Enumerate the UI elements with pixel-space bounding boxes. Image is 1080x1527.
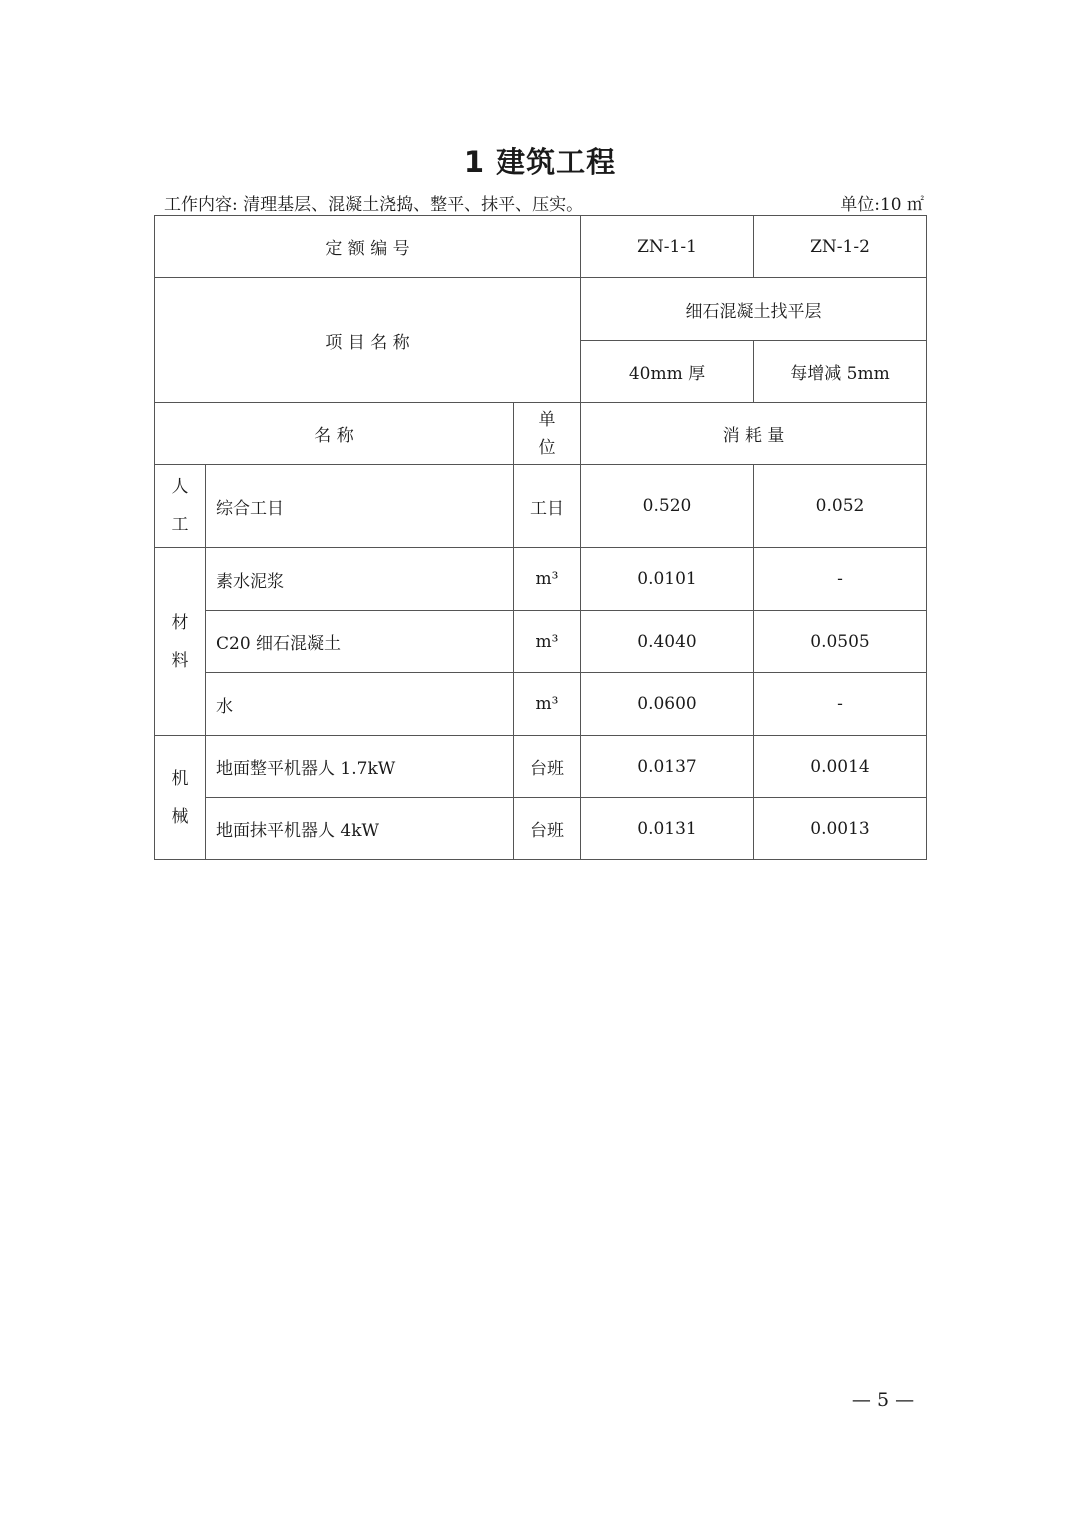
value-1: 0.0101	[581, 548, 754, 611]
item-unit: 工日	[514, 465, 581, 548]
code-1: ZN-1-1	[581, 216, 754, 278]
value-1: 0.0137	[581, 736, 754, 798]
item-group: 细石混凝土找平层	[581, 278, 927, 341]
item-name: 水	[206, 673, 514, 736]
code-2: ZN-1-2	[754, 216, 927, 278]
item-unit: 台班	[514, 798, 581, 860]
value-2: 0.0014	[754, 736, 927, 798]
value-2: 0.0013	[754, 798, 927, 860]
table-row	[155, 611, 927, 673]
category-material: 材料	[155, 548, 206, 736]
quota-code-label: 定 额 编 号	[155, 216, 581, 278]
value-1: 0.520	[581, 465, 754, 548]
item-variant-2: 每增减 5mm	[754, 341, 927, 403]
item-group-row	[155, 278, 927, 341]
quota-code-row	[155, 216, 927, 278]
item-unit: m³	[514, 548, 581, 611]
item-unit: m³	[514, 673, 581, 736]
table-row	[155, 798, 927, 860]
table-row	[155, 548, 927, 611]
item-name: 地面抹平机器人 4kW	[206, 798, 514, 860]
quota-table	[154, 215, 927, 860]
work-content: 工作内容: 清理基层、混凝土浇捣、整平、抹平、压实。	[164, 195, 584, 215]
item-name: 素水泥浆	[206, 548, 514, 611]
value-2: -	[754, 548, 927, 611]
table-row	[155, 465, 927, 548]
unit-note: 单位:10 ㎡	[840, 195, 924, 215]
item-name: C20 细石混凝土	[206, 611, 514, 673]
category-labor: 人工	[155, 465, 206, 548]
value-2: 0.0505	[754, 611, 927, 673]
item-unit: m³	[514, 611, 581, 673]
category-machinery: 机械	[155, 736, 206, 860]
value-1: 0.0600	[581, 673, 754, 736]
header-row	[155, 403, 927, 465]
name-label: 名 称	[155, 403, 514, 465]
item-name: 综合工日	[206, 465, 514, 548]
consumption-label: 消 耗 量	[581, 403, 927, 465]
value-1: 0.4040	[581, 611, 754, 673]
item-variant-1: 40mm 厚	[581, 341, 754, 403]
unit-label: 单位	[514, 403, 581, 465]
page-number: — 5 —	[851, 1389, 915, 1411]
item-unit: 台班	[514, 736, 581, 798]
table-row	[155, 736, 927, 798]
value-2: -	[754, 673, 927, 736]
item-name: 地面整平机器人 1.7kW	[206, 736, 514, 798]
table-row	[155, 673, 927, 736]
item-name-label: 项 目 名 称	[155, 278, 581, 403]
value-2: 0.052	[754, 465, 927, 548]
work-content-line	[164, 190, 924, 215]
page-title: 1 建筑工程	[463, 145, 617, 179]
value-1: 0.0131	[581, 798, 754, 860]
